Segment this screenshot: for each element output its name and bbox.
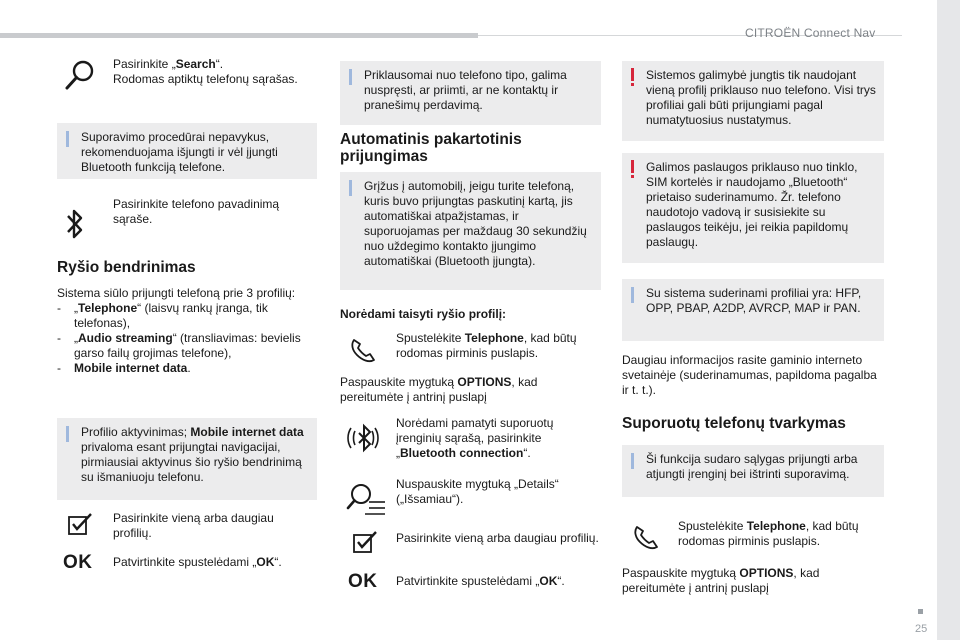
phone-icon [348, 336, 380, 366]
header-rule [0, 33, 478, 38]
list-item: - „Telephone“ (laisvų rankų įranga, tik telefonas), [57, 301, 319, 331]
note-auto-reconnect: Grįžus į automobilį, jeigu turite telefoną, kuris buvo prijungtas paskutinį kartą, jis automatiškai atpažįstamas, ir suporuojamas per maždaug 30 sekundžių nuo uždegimo kontakto įjungimo automatiškai (Bluetooth įjungta). [340, 172, 601, 290]
page-number: 25 [915, 623, 928, 635]
sharing-intro: Sistema siūlo prijungti telefoną prie 3 profilių: [57, 286, 296, 300]
note-mobile-data: Profilio aktyvinimas; Mobile internet data privaloma esant prijungtai navigacijai, pirmiausiai aktyvinus šio ryšio bendrinimą su išmaniuoju telefonu. [57, 418, 317, 500]
note-manage: Ši funkcija sudaro sąlygas prijungti arba atjungti įrenginį bei ištrinti suporavimą. [622, 445, 884, 497]
press-options-text: Paspauskite mygtuką OPTIONS, kad pereitumėte į antrinį puslapį [340, 375, 538, 404]
note-compatible-profiles: Su sistema suderinami profiliai yra: HFP, OPP, PBAP, A2DP, AVRCP, MAP ir PAN. [622, 279, 884, 341]
note-pairing-failed: Suporavimo procedūrai nepavykus, rekomenduojama išjungti ir vėl įjungti Bluetooth funkciją telefone. [57, 123, 317, 179]
note-device-type: Priklausomai nuo telefono tipo, galima nuspręsti, ar priimti, ar ne kontaktų ir pranešimų perdavimą. [340, 61, 601, 125]
select-phone-text: Pasirinkite telefono pavadinimą sąraše. [113, 197, 280, 226]
phone-icon [631, 523, 663, 553]
page-header-title: CITROËN Connect Nav [745, 26, 876, 40]
search-step-text: Pasirinkite „Search“. Rodomas aptiktų telefonų sąrašas. [113, 57, 298, 86]
warning-single-profile: Sistemos galimybė jungtis tik naudojant vieną profilį priklauso nuo telefono. Visi trys profiliai gali būti prijungiami pagal numatytuosius nustatymus. [622, 61, 884, 141]
page-marker [918, 609, 923, 614]
tap-telephone-text: Spustelėkite Telephone, kad būtų rodomas pirminis puslapis. [678, 519, 859, 548]
ok-icon: OK [348, 571, 378, 592]
confirm-text: Patvirtinkite spustelėdami „OK“. [113, 555, 282, 569]
section-heading-sharing: Ryšio bendrinimas [57, 259, 196, 276]
details-text: Nuspauskite mygtuką „Details“ („Išsamiau“). [396, 477, 559, 506]
confirm-text: Patvirtinkite spustelėdami „OK“. [396, 574, 565, 588]
checkbox-icon [66, 512, 96, 538]
profile-list [57, 301, 319, 376]
checkbox-icon [351, 530, 381, 556]
modify-profile-heading: Norėdami taisyti ryšio profilį: [340, 307, 507, 321]
section-heading-auto-reconnect: Automatinis pakartotinis prijungimas [340, 131, 522, 165]
ok-icon: OK [63, 552, 93, 573]
view-list-text: Norėdami pamatyti suporuotų įrenginių sąrašą, pasirinkite „Bluetooth connection“. [396, 416, 554, 460]
list-item: - „Audio streaming“ (transliavimas: bevielis garso failų grojimas telefone), [57, 331, 319, 361]
list-item: - Mobile internet data. [57, 361, 319, 376]
warning-services: Galimos paslaugos priklauso nuo tinklo, SIM kortelės ir naudojamo „Bluetooth“ prietaiso suderinamumo. Žr. telefono naudotojo vadovą ir susisiekite su paslaugos teikėju, jei reikia papildomų paslaugų. [622, 153, 884, 263]
press-options-text: Paspauskite mygtuką OPTIONS, kad pereitumėte į antrinį puslapį [622, 566, 820, 595]
search-icon [62, 58, 98, 94]
bluetooth-icon [64, 207, 86, 241]
more-info-text: Daugiau informacijos rasite gaminio interneto svetainėje (suderinamumas, papildoma pagalba ir t. t.). [622, 353, 877, 397]
select-profiles-text: Pasirinkite vieną arba daugiau profilių. [113, 511, 274, 540]
tap-telephone-text: Spustelėkite Telephone, kad būtų rodomas pirminis puslapis. [396, 331, 577, 360]
section-heading-manage: Suporuotų telefonų tvarkymas [622, 415, 846, 432]
details-icon [345, 478, 389, 520]
bluetooth-connection-icon [345, 418, 385, 464]
select-profiles-text: Pasirinkite vieną arba daugiau profilių. [396, 531, 599, 545]
side-tab [937, 0, 960, 640]
